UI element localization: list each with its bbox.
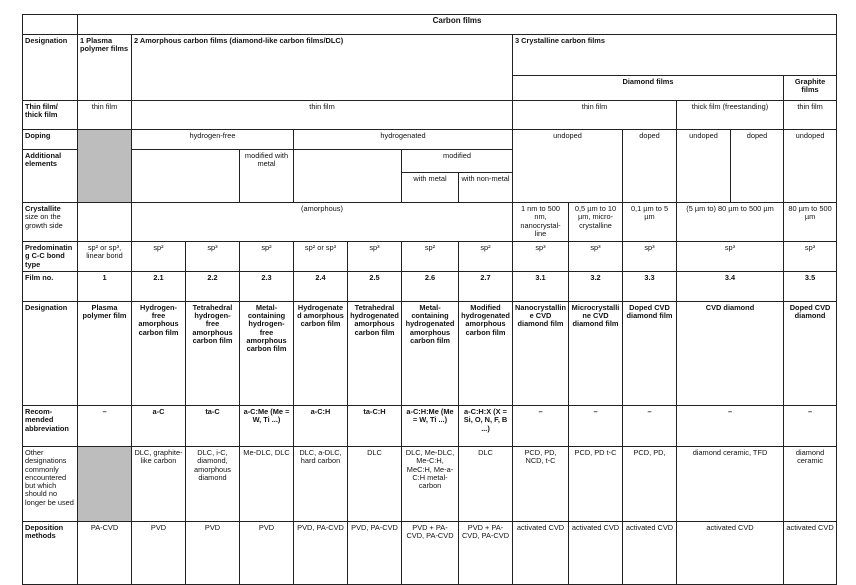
bond-2-4: sp² or sp³ xyxy=(294,242,348,272)
corner-cell xyxy=(23,15,78,35)
crystallite-3-4: (5 µm to) 80 µm to 500 µm xyxy=(677,203,784,242)
deposition-cell: PA-CVD xyxy=(78,522,132,585)
bond-2-1: sp² xyxy=(132,242,186,272)
designation-cell: Microcrystalline CVD diamond film xyxy=(569,301,623,405)
deposition-cell: PVD + PA-CVD, PA-CVD xyxy=(402,522,459,585)
doping-doped-1: doped xyxy=(623,130,677,203)
designation-cell: CVD diamond xyxy=(677,301,784,405)
crystallite-3-2: 0,5 µm to 10 µm, micro-crystalline xyxy=(569,203,623,242)
thin-plasma: thin film xyxy=(78,101,132,130)
designation-cell: Nanocrystalline CVD diamond film xyxy=(513,301,569,405)
abbreviation-cell: – xyxy=(677,406,784,447)
other-cell: PCD, PD, xyxy=(623,447,677,522)
deposition-cell: PVD + PA-CVD, PA-CVD xyxy=(459,522,513,585)
bond-2-7: sp² xyxy=(459,242,513,272)
bond-2-5: sp³ xyxy=(348,242,402,272)
bond-2-6: sp² xyxy=(402,242,459,272)
additional-empty-2 xyxy=(294,150,402,203)
other-cell: DLC xyxy=(459,447,513,522)
thick-diamond: thick film (freestanding) xyxy=(677,101,784,130)
thin-graphite: thin film xyxy=(784,101,837,130)
designation-cell: Doped CVD diamond xyxy=(784,301,837,405)
abbreviation-cell: – xyxy=(78,406,132,447)
film-no-cell: 3.3 xyxy=(623,271,677,301)
deposition-cell: activated CVD xyxy=(569,522,623,585)
designation-cell: Doped CVD diamond film xyxy=(623,301,677,405)
bond-3-4: sp³ xyxy=(677,242,784,272)
film-no-cell: 2.5 xyxy=(348,271,402,301)
bond-2-3: sp² xyxy=(240,242,294,272)
crystallite-3-3: 0,1 µm to 5 µm xyxy=(623,203,677,242)
film-no-cell: 3.4 xyxy=(677,271,784,301)
film-no-cell: 2.1 xyxy=(132,271,186,301)
group-diamond: Diamond films xyxy=(513,76,784,101)
other-cell: diamond ceramic, TFD xyxy=(677,447,784,522)
designation-cell: Metal-containing hydrogenated amorphous carbon film xyxy=(402,301,459,405)
film-no-cell: 2.7 xyxy=(459,271,513,301)
bond-3-5: sp³ xyxy=(784,242,837,272)
row-label-doping: Doping xyxy=(23,130,78,150)
group-graphite: Graphite films xyxy=(784,76,837,101)
crystallite-label: Crystallite xyxy=(25,204,61,213)
row-label-abbreviation: Recom-mended abbreviation xyxy=(23,406,78,447)
doping-undoped-3: undoped xyxy=(784,130,837,203)
row-label-designation: Designation xyxy=(23,35,78,101)
row-label-deposition: Deposition methods xyxy=(23,522,78,585)
bond-3-2: sp³ xyxy=(569,242,623,272)
abbreviation-cell: – xyxy=(513,406,569,447)
grey-cell xyxy=(78,130,132,203)
deposition-cell: PVD xyxy=(240,522,294,585)
crystallite-plasma xyxy=(78,203,132,242)
film-no-cell: 3.1 xyxy=(513,271,569,301)
thin-diamond: thin film xyxy=(513,101,677,130)
abbreviation-cell: a-C:H xyxy=(294,406,348,447)
doping-hydrogen-free: hydrogen-free xyxy=(132,130,294,150)
deposition-cell: activated CVD xyxy=(677,522,784,585)
modified-with-metal: modified with metal xyxy=(240,150,294,203)
deposition-cell: PVD xyxy=(132,522,186,585)
bond-3-3: sp³ xyxy=(623,242,677,272)
film-no-cell: 3.2 xyxy=(569,271,623,301)
carbon-films-table-wrapper xyxy=(22,14,837,585)
abbreviation-cell: – xyxy=(569,406,623,447)
bond-2-2: sp³ xyxy=(186,242,240,272)
designation-cell: Metal-containing hydrogen-free amorphous carbon film xyxy=(240,301,294,405)
designation-cell: Hydrogen-free amorphous carbon film xyxy=(132,301,186,405)
row-label-bond: Predominating C-C bond type xyxy=(23,242,78,272)
additional-empty-1 xyxy=(132,150,240,203)
deposition-cell: PVD, PA-CVD xyxy=(294,522,348,585)
other-cell: DLC, a-DLC, hard carbon xyxy=(294,447,348,522)
abbreviation-cell: a-C:H:X (X = Si, O, N, F, B ...) xyxy=(459,406,513,447)
group-plasma-polymer: 1 Plasma polymer films xyxy=(78,35,132,101)
doping-undoped-1: undoped xyxy=(513,130,623,203)
row-label-film-no: Film no. xyxy=(23,271,78,301)
film-no-cell: 2.4 xyxy=(294,271,348,301)
other-cell: DLC, Me-DLC, Me-C:H, MeC:H, Me-a-C:H metal-carbon xyxy=(402,447,459,522)
row-label-other-designations: Other designations commonly encountered but which should no longer be used xyxy=(23,447,78,522)
film-no-cell: 2.3 xyxy=(240,271,294,301)
designation-cell: Hydrogenated amorphous carbon film xyxy=(294,301,348,405)
row-label-additional: Additional elements xyxy=(23,150,78,203)
film-no-cell: 2.2 xyxy=(186,271,240,301)
group-crystalline: 3 Crystalline carbon films xyxy=(513,35,837,76)
table-title: Carbon films xyxy=(78,15,837,35)
modified-with-nonmetal-sub: with non-metal xyxy=(459,173,513,203)
deposition-cell: activated CVD xyxy=(513,522,569,585)
deposition-cell: PVD, PA-CVD xyxy=(348,522,402,585)
crystallite-3-1: 1 nm to 500 nm, nanocrystal-line xyxy=(513,203,569,242)
abbreviation-cell: ta-C xyxy=(186,406,240,447)
designation-cell: Tetrahedral hydrogenated amorphous carbon film xyxy=(348,301,402,405)
abbreviation-cell: – xyxy=(623,406,677,447)
designation-cell: Modified hydrogenated amorphous carbon film xyxy=(459,301,513,405)
abbreviation-cell: – xyxy=(784,406,837,447)
deposition-cell: activated CVD xyxy=(784,522,837,585)
film-no-cell: 2.6 xyxy=(402,271,459,301)
deposition-cell: PVD xyxy=(186,522,240,585)
other-cell: PCD, PD, NCD, t-C xyxy=(513,447,569,522)
crystallite-sub-label: size on the growth side xyxy=(25,212,63,230)
doping-doped-2: doped xyxy=(731,130,784,203)
other-cell: DLC, i-C, diamond, amorphous diamond xyxy=(186,447,240,522)
abbreviation-cell: a-C:Me (Me = W, Ti ...) xyxy=(240,406,294,447)
film-no-cell: 1 xyxy=(78,271,132,301)
other-cell: PCD, PD t-C xyxy=(569,447,623,522)
other-cell: DLC xyxy=(348,447,402,522)
carbon-films-table xyxy=(22,14,837,585)
crystallite-3-5: 80 µm to 500 µm xyxy=(784,203,837,242)
designation-cell: Plasma polymer film xyxy=(78,301,132,405)
row-label-designation-2: Designation xyxy=(23,301,78,405)
doping-undoped-2: undoped xyxy=(677,130,731,203)
group-amorphous: 2 Amorphous carbon films (diamond-like carbon films/DLC) xyxy=(132,35,513,101)
designation-cell: Tetrahedral hydrogen-free amorphous carbon film xyxy=(186,301,240,405)
modified-with-metal-sub: with metal xyxy=(402,173,459,203)
deposition-cell: activated CVD xyxy=(623,522,677,585)
row-label-thin-thick: Thin film/ thick film xyxy=(23,101,78,130)
bond-1: sp² or sp³, linear bond xyxy=(78,242,132,272)
abbreviation-cell: ta-C:H xyxy=(348,406,402,447)
abbreviation-cell: a-C:H:Me (Me = W, Ti ...) xyxy=(402,406,459,447)
crystallite-amorphous: (amorphous) xyxy=(132,203,513,242)
other-cell: Me-DLC, DLC xyxy=(240,447,294,522)
other-cell: diamond ceramic xyxy=(784,447,837,522)
row-label-crystallite xyxy=(23,203,78,242)
other-cell xyxy=(78,447,132,522)
other-cell: DLC, graphite-like carbon xyxy=(132,447,186,522)
abbreviation-cell: a-C xyxy=(132,406,186,447)
bond-3-1: sp³ xyxy=(513,242,569,272)
film-no-cell: 3.5 xyxy=(784,271,837,301)
doping-hydrogenated: hydrogenated xyxy=(294,130,513,150)
modified-header: modified xyxy=(402,150,513,173)
thin-amorphous: thin film xyxy=(132,101,513,130)
